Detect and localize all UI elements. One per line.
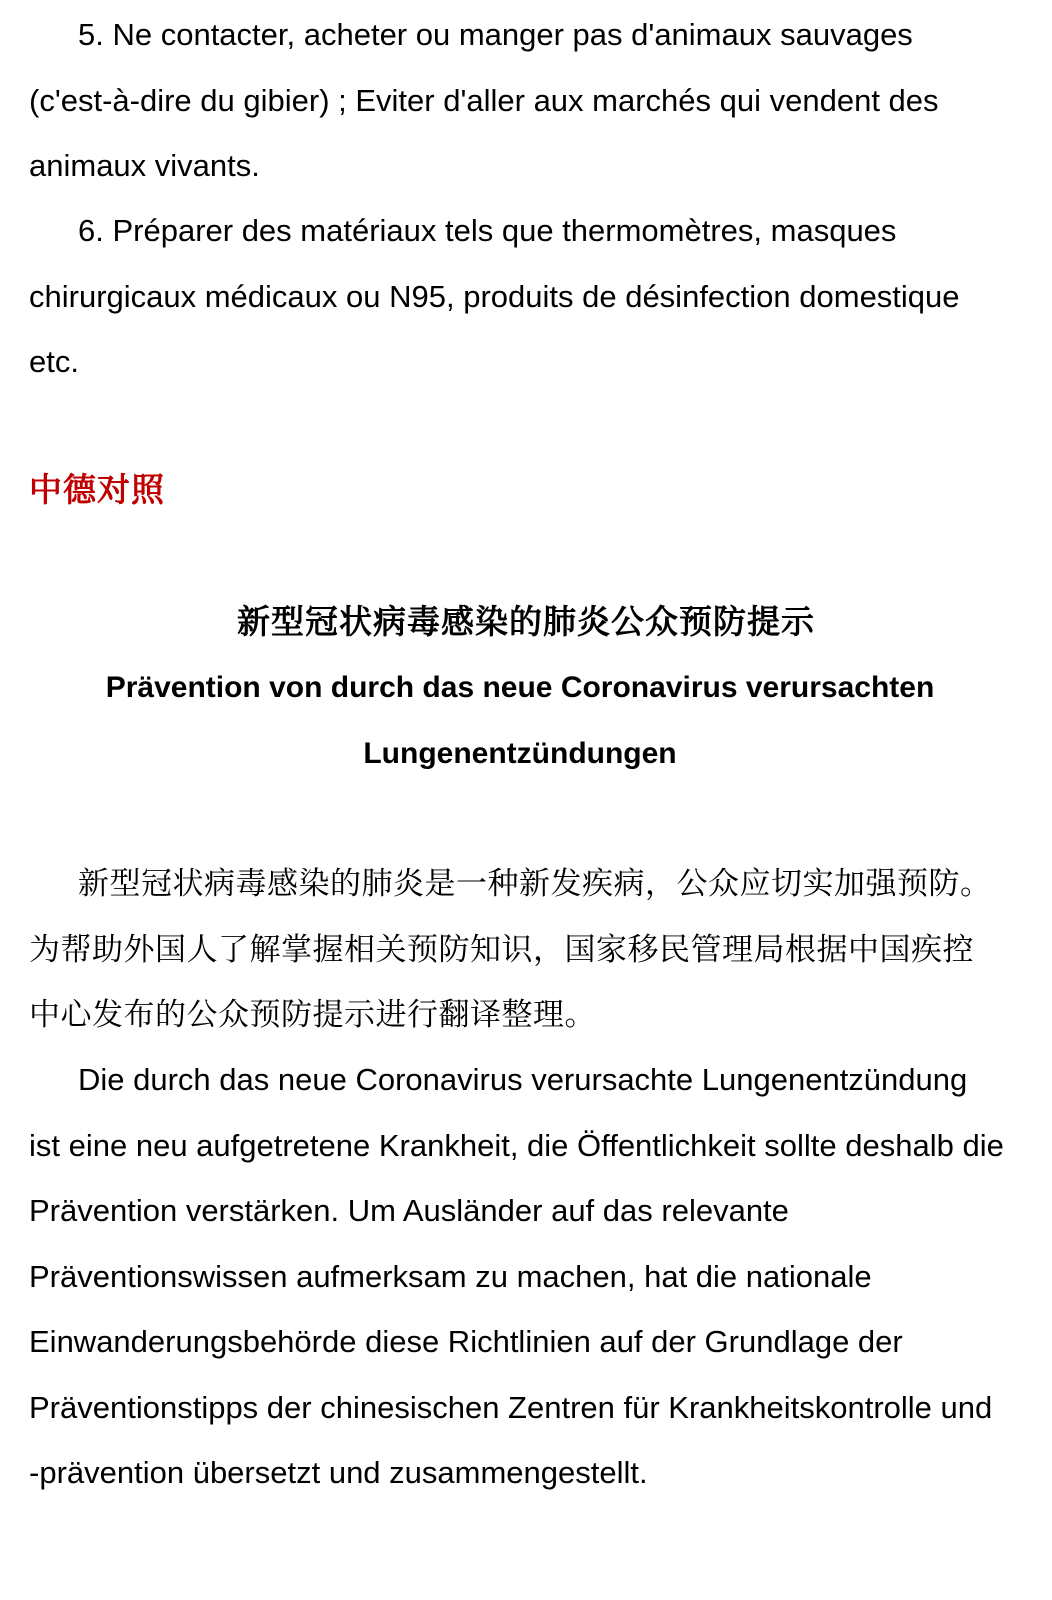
french-tip-5: 5. Ne contacter, acheter ou manger pas d'animaux sauvages (c'est-à-dire du gibier) ; Eviter d'aller aux marchés qui vendent des animaux vivants. bbox=[29, 17, 939, 183]
intro-paragraph-german: Die durch das neue Coronavirus verursachte Lungenentzündung ist eine neu aufgetretene Krankheit, die Öffentlichkeit sollte deshalb die Prävention verstärken. Um Ausländer auf das relevante Präventionswissen aufmerksam zu machen, hat die nationale Einwanderungsbehörde diese Richtlinien auf der Grundlage der Präventionstipps der chinesischen Zentren für Krankheitskontrolle und -prävention übersetzt und zusammengestellt. bbox=[29, 1062, 1004, 1490]
section-heading: 中德对照 bbox=[29, 470, 165, 509]
french-tip-6: 6. Préparer des matériaux tels que thermomètres, masques chirurgicaux médicaux ou N95, produits de désinfection domestique etc. bbox=[29, 213, 960, 379]
title-chinese: 新型冠状病毒感染的肺炎公众预防提示 bbox=[237, 602, 815, 641]
title-german: Prävention von durch das neue Coronavirus verursachten Lungenentzündungen bbox=[105, 671, 935, 770]
intro-paragraph-chinese: 新型冠状病毒感染的肺炎是一种新发疾病，公众应切实加强预防。为帮助外国人了解掌握相关预防知识，国家移民管理局根据中国疾控中心发布的公众预防提示进行翻译整理。 bbox=[29, 866, 992, 1033]
